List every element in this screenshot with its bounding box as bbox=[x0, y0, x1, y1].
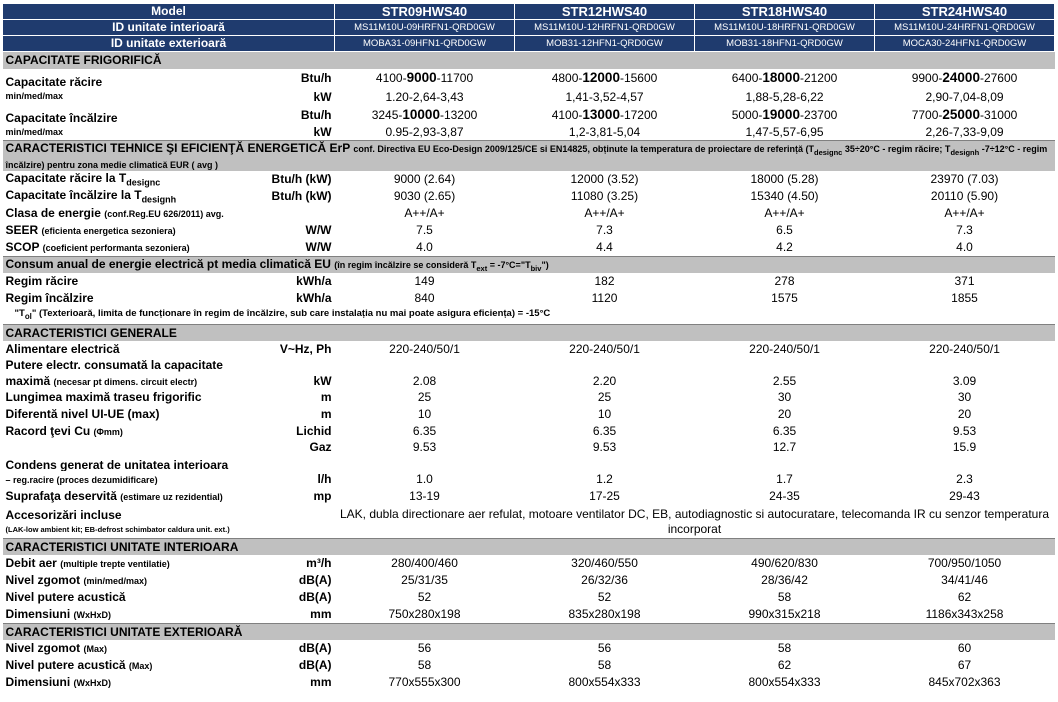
id-ext-4: MOCA30-24HFN1-QRD0GW bbox=[875, 36, 1055, 52]
row-cons-cool bbox=[3, 273, 1055, 290]
seer-4: 7.3 bbox=[956, 223, 973, 238]
heat-btu-3: 5000-19000-23700 bbox=[731, 106, 838, 122]
cool-dc-3: 18000 (5.28) bbox=[750, 172, 819, 187]
id-int-1: MS11M10U-09HRFN1-QRD0GW bbox=[335, 20, 515, 36]
pipe-gas-unit: Gaz bbox=[309, 439, 332, 454]
row-len bbox=[3, 389, 1055, 406]
row-power bbox=[3, 373, 1055, 389]
heat-kw-4: 2,26-7,33-9,09 bbox=[925, 124, 1004, 139]
cool-dc-2: 12000 (3.52) bbox=[570, 172, 639, 187]
int-power-unit: dB(A) bbox=[298, 590, 332, 605]
power-unit: kW bbox=[313, 373, 332, 388]
section-gen bbox=[3, 324, 1055, 341]
section-int-title: CARACTERISTICI UNITATE INTERIOARA bbox=[3, 538, 1055, 555]
id-int-4: MS11M10U-24HRFN1-QRD0GW bbox=[875, 20, 1055, 36]
scop-name: SCOP (coeficient performanta sezoniera) bbox=[5, 240, 190, 255]
acc-value: LAK, dubla directionare aer refulat, motoare ventilator DC, EB, autodiagnostic si autocuratare, telecomanda IR cu senzor temperatura incorporat bbox=[339, 506, 1050, 536]
cool-kw-unit: kW bbox=[313, 89, 332, 104]
cool-sub: min/med/max bbox=[5, 90, 64, 101]
heat-kw-3: 1,47-5,57-6,95 bbox=[745, 124, 824, 139]
row-tol-note bbox=[3, 307, 1055, 324]
cons-heat-4: 1855 bbox=[951, 291, 978, 306]
ext-noise-4: 60 bbox=[957, 641, 972, 656]
section-tech bbox=[3, 141, 1055, 172]
row-power-label bbox=[3, 358, 1055, 373]
air-4: 700/950/1050 bbox=[927, 556, 1002, 571]
air-2: 320/460/550 bbox=[571, 556, 638, 571]
ext-power-1: 58 bbox=[417, 658, 432, 673]
cool-dc-name: Capacitate răcire la $T_{designc}$ bbox=[5, 171, 161, 188]
cool-btu-unit: Btu/h bbox=[300, 71, 332, 86]
scop-4: 4.0 bbox=[956, 240, 973, 255]
ext-power-2: 58 bbox=[597, 658, 612, 673]
area-unit: mp bbox=[313, 489, 332, 504]
section-cons-title: Consum anual de energie electrică pt media climatică EU bbox=[5, 256, 331, 271]
section-tech-note: conf. Directiva EU Eco-Design 2009/125/CE si EN14825, obținute la temperatura de proiectare de referință ($T_{designc}$ 35÷20°C - regim răcire; $T_{designh}$ -7÷12°C - regim încălzire) pentru zona medie climatică EUR ( avg ) bbox=[5, 144, 1048, 170]
id-ext-2: MOB31-12HFN1-QRD0GW bbox=[515, 36, 695, 52]
heat-dh-unit: Btu/h (kW) bbox=[271, 189, 332, 204]
cond-2: 1.2 bbox=[596, 471, 613, 486]
cool-name: Capacitate răcire bbox=[5, 74, 103, 89]
len-name: Lungimea maximă traseu frigorific bbox=[5, 390, 202, 405]
int-power-1: 52 bbox=[417, 590, 432, 605]
int-noise-3: 28/36/42 bbox=[761, 573, 808, 588]
pipe-name: Racord ţevi Cu (Φmm) bbox=[5, 423, 123, 438]
row-int-dim bbox=[3, 606, 1055, 623]
cool-kw-2: 1,41-3,52-4,57 bbox=[565, 89, 644, 104]
cond-unit: l/h bbox=[317, 471, 332, 486]
row-cool-dc bbox=[3, 171, 1055, 188]
row-pipe-liq bbox=[3, 423, 1055, 439]
len-unit: m bbox=[320, 390, 332, 405]
row-seer bbox=[3, 222, 1055, 239]
row-cons-heat bbox=[3, 290, 1055, 307]
row-area bbox=[3, 487, 1055, 506]
heat-btu-1: 3245-10000-13200 bbox=[371, 106, 478, 122]
heat-kw-1: 0.95-2,93-3,87 bbox=[385, 124, 464, 139]
len-4: 30 bbox=[957, 390, 972, 405]
int-power-3: 58 bbox=[777, 590, 792, 605]
ext-power-4: 67 bbox=[957, 658, 972, 673]
area-3: 24-35 bbox=[769, 489, 800, 504]
supply-4: 220-240/50/1 bbox=[929, 342, 1000, 357]
id-int-3: MS11M10U-18HRFN1-QRD0GW bbox=[695, 20, 875, 36]
heat-sub: min/med/max bbox=[5, 126, 64, 137]
air-1: 280/400/460 bbox=[391, 556, 458, 571]
seer-2: 7.3 bbox=[596, 223, 613, 238]
cons-cool-3: 278 bbox=[774, 274, 795, 289]
header-row-id-int bbox=[3, 20, 1055, 36]
diff-unit: m bbox=[320, 407, 332, 422]
row-cond-label bbox=[3, 455, 1055, 471]
cons-heat-unit: kWh/a bbox=[296, 291, 332, 306]
section-frig-title: CAPACITATE FRIGORIFICĂ bbox=[3, 52, 1055, 69]
area-name: Suprafaţa deservită (estimare uz rezidential) bbox=[5, 489, 223, 504]
len-1: 25 bbox=[417, 390, 432, 405]
cons-heat-1: 840 bbox=[414, 291, 435, 306]
pipe-liq-unit: Lichid bbox=[296, 423, 332, 438]
supply-name: Alimentare electrică bbox=[5, 342, 120, 357]
cool-btu-2: 4800-12000-15600 bbox=[551, 70, 658, 86]
row-cool-btu bbox=[3, 69, 1055, 89]
ext-dim-1: 770x555x300 bbox=[388, 675, 461, 690]
heat-dh-4: 20110 (5.90) bbox=[930, 189, 999, 204]
section-cons-note: (în regim încălzire se consideră $T_{ext}$ = $-7^\circ C="T_{biv}$") bbox=[334, 259, 549, 273]
cons-cool-name: Regim răcire bbox=[5, 274, 79, 289]
cond-sub: – reg.racire (proces dezumidificare) bbox=[5, 474, 158, 485]
area-4: 29-43 bbox=[949, 489, 980, 504]
cons-cool-unit: kWh/a bbox=[296, 274, 332, 289]
id-int-2: MS11M10U-12HRFN1-QRD0GW bbox=[515, 20, 695, 36]
supply-3: 220-240/50/1 bbox=[749, 342, 820, 357]
cond-name: Condens generat de unitatea interioara bbox=[5, 457, 229, 472]
row-ext-dim bbox=[3, 674, 1055, 691]
power-name-1: Putere electr. consumată la capacitate bbox=[5, 358, 223, 373]
row-heat-btu bbox=[3, 106, 1055, 125]
air-3: 490/620/830 bbox=[751, 556, 818, 571]
ext-noise-unit: dB(A) bbox=[298, 641, 332, 656]
heat-dh-name: Capacitate încălzire la $T_{designh}$ bbox=[5, 188, 177, 205]
cons-heat-3: 1575 bbox=[771, 291, 798, 306]
class-4: A++/A+ bbox=[944, 206, 985, 221]
heat-name: Capacitate încălzire bbox=[5, 110, 118, 125]
section-cons bbox=[3, 256, 1055, 273]
len-2: 25 bbox=[597, 390, 612, 405]
int-power-2: 52 bbox=[597, 590, 612, 605]
air-name: Debit aer (multiple trepte ventilatie) bbox=[5, 556, 170, 571]
power-3: 2.55 bbox=[772, 373, 797, 388]
ext-noise-2: 56 bbox=[597, 641, 612, 656]
heat-dh-3: 15340 (4.50) bbox=[750, 189, 819, 204]
id-ext-1: MOBA31-09HFN1-QRD0GW bbox=[335, 36, 515, 52]
header-row-model bbox=[3, 4, 1055, 20]
row-scop bbox=[3, 239, 1055, 256]
model-3: STR18HWS40 bbox=[695, 4, 875, 20]
class-3: A++/A+ bbox=[764, 206, 805, 221]
diff-name: Diferentă nivel UI-UE (max) bbox=[5, 407, 160, 422]
cool-dc-4: 23970 (7.03) bbox=[930, 172, 999, 187]
id-ext-label: ID unitate exterioară bbox=[3, 36, 335, 52]
ext-dim-name: Dimensiuni (WxHxD) bbox=[5, 675, 112, 690]
ext-noise-1: 56 bbox=[417, 641, 432, 656]
section-gen-title: CARACTERISTICI GENERALE bbox=[3, 324, 1055, 341]
pipe-liq-3: 6.35 bbox=[772, 423, 797, 438]
pipe-gas-1: 9.53 bbox=[412, 439, 437, 454]
power-4: 3.09 bbox=[952, 373, 977, 388]
model-2: STR12HWS40 bbox=[515, 4, 695, 20]
cond-3: 1.7 bbox=[776, 471, 793, 486]
pipe-liq-4: 9.53 bbox=[952, 423, 977, 438]
seer-unit: W/W bbox=[305, 223, 332, 238]
cons-cool-1: 149 bbox=[414, 274, 435, 289]
pipe-gas-3: 12.7 bbox=[772, 439, 797, 454]
heat-kw-2: 1,2-3,81-5,04 bbox=[568, 124, 641, 139]
pipe-gas-2: 9.53 bbox=[592, 439, 617, 454]
area-2: 17-25 bbox=[589, 489, 620, 504]
cool-btu-1: 4100-9000-11700 bbox=[375, 70, 474, 86]
area-1: 13-19 bbox=[409, 489, 440, 504]
int-dim-2: 835x280x198 bbox=[568, 607, 641, 622]
cons-heat-2: 1120 bbox=[591, 291, 618, 306]
int-dim-name: Dimensiuni (WxHxD) bbox=[5, 607, 112, 622]
heat-btu-4: 7700-25000-31000 bbox=[911, 106, 1018, 122]
int-power-name: Nivel putere acustică bbox=[5, 590, 126, 605]
class-2: A++/A+ bbox=[584, 206, 625, 221]
row-int-noise bbox=[3, 572, 1055, 589]
tol-note: "$T_{ol}$" (Texterioară, limita de funcționare în regim de încălzire, sub care instalația nu mai poate asigura eficiența) = -15°C bbox=[14, 308, 551, 322]
cool-dc-1: 9000 (2.64) bbox=[393, 172, 456, 187]
diff-1: 10 bbox=[417, 407, 432, 422]
int-noise-4: 34/41/46 bbox=[941, 573, 988, 588]
section-ext bbox=[3, 623, 1055, 640]
scop-3: 4.2 bbox=[776, 240, 793, 255]
ext-dim-4: 845x702x363 bbox=[928, 675, 1001, 690]
heat-btu-2: 4100-13000-17200 bbox=[551, 106, 658, 122]
row-air bbox=[3, 555, 1055, 572]
cool-kw-1: 1.20-2,64-3,43 bbox=[385, 89, 464, 104]
cool-btu-4: 9900-24000-27600 bbox=[911, 70, 1018, 86]
seer-name: SEER (eficienta energetica sezoniera) bbox=[5, 223, 176, 238]
heat-kw-unit: kW bbox=[313, 124, 332, 139]
scop-1: 4.0 bbox=[416, 240, 433, 255]
class-name: Clasa de energie (conf.Reg.EU 626/2011) avg. bbox=[5, 206, 224, 221]
heat-btu-unit: Btu/h bbox=[300, 107, 332, 122]
ext-dim-3: 800x554x333 bbox=[748, 675, 821, 690]
model-1: STR09HWS40 bbox=[335, 4, 515, 20]
row-cond bbox=[3, 471, 1055, 487]
id-int-label: ID unitate interioară bbox=[3, 20, 335, 36]
row-int-power bbox=[3, 589, 1055, 606]
row-supply bbox=[3, 341, 1055, 358]
row-class bbox=[3, 205, 1055, 222]
row-ext-power bbox=[3, 657, 1055, 674]
diff-3: 20 bbox=[777, 407, 792, 422]
seer-3: 6.5 bbox=[776, 223, 793, 238]
ext-dim-unit: mm bbox=[310, 675, 332, 690]
row-heat-dh bbox=[3, 188, 1055, 205]
int-noise-unit: dB(A) bbox=[298, 573, 332, 588]
row-pipe-gas bbox=[3, 439, 1055, 455]
supply-1: 220-240/50/1 bbox=[389, 342, 460, 357]
supply-unit: V~Hz, Ph bbox=[279, 342, 332, 357]
power-1: 2.08 bbox=[412, 373, 437, 388]
section-frig bbox=[3, 52, 1055, 69]
int-dim-unit: mm bbox=[310, 607, 332, 622]
row-ext-noise bbox=[3, 640, 1055, 657]
row-diff bbox=[3, 406, 1055, 423]
ext-noise-name: Nivel zgomot (Max) bbox=[5, 641, 108, 656]
power-name-2: maximă (necesar pt dimens. circuit electr) bbox=[5, 373, 198, 388]
row-cool-kw bbox=[3, 89, 1055, 106]
scop-2: 4.4 bbox=[596, 240, 613, 255]
len-3: 30 bbox=[777, 390, 792, 405]
air-unit: m³/h bbox=[306, 556, 332, 571]
cool-btu-3: 6400-18000-21200 bbox=[731, 70, 838, 86]
int-dim-4: 1186x343x258 bbox=[925, 607, 1004, 622]
int-noise-1: 25/31/35 bbox=[401, 573, 448, 588]
section-int bbox=[3, 538, 1055, 555]
heat-dh-1: 9030 (2.65) bbox=[393, 189, 456, 204]
heat-dh-2: 11080 (3.25) bbox=[570, 189, 639, 204]
cond-1: 1.0 bbox=[416, 471, 433, 486]
diff-4: 20 bbox=[957, 407, 972, 422]
row-acc bbox=[3, 506, 1055, 538]
int-noise-2: 26/32/36 bbox=[581, 573, 628, 588]
int-power-4: 62 bbox=[957, 590, 972, 605]
id-ext-3: MOB31-18HFN1-QRD0GW bbox=[695, 36, 875, 52]
ext-noise-3: 58 bbox=[777, 641, 792, 656]
row-heat-kw bbox=[3, 125, 1055, 141]
class-1: A++/A+ bbox=[404, 206, 445, 221]
int-noise-name: Nivel zgomot (min/med/max) bbox=[5, 573, 148, 588]
cons-heat-name: Regim încălzire bbox=[5, 291, 94, 306]
cons-cool-2: 182 bbox=[594, 274, 615, 289]
cons-cool-4: 371 bbox=[954, 274, 975, 289]
spec-table bbox=[2, 3, 1055, 691]
ext-power-unit: dB(A) bbox=[298, 658, 332, 673]
int-dim-1: 750x280x198 bbox=[388, 607, 461, 622]
pipe-gas-4: 15.9 bbox=[952, 439, 977, 454]
section-tech-title: CARACTERISTICI TEHNICE ŞI EFICIENŢĂ ENERGETICĂ ErP bbox=[5, 141, 350, 155]
scop-unit: W/W bbox=[305, 240, 332, 255]
supply-2: 220-240/50/1 bbox=[569, 342, 640, 357]
seer-1: 7.5 bbox=[416, 223, 433, 238]
pipe-liq-1: 6.35 bbox=[412, 423, 437, 438]
cond-4: 2.3 bbox=[956, 471, 973, 486]
section-ext-title: CARACTERISTICI UNITATE EXTERIOARĂ bbox=[3, 623, 1055, 640]
ext-power-3: 62 bbox=[777, 658, 792, 673]
int-dim-3: 990x315x218 bbox=[748, 607, 821, 622]
cool-kw-4: 2,90-7,04-8,09 bbox=[925, 89, 1004, 104]
cool-dc-unit: Btu/h (kW) bbox=[271, 172, 332, 187]
ext-dim-2: 800x554x333 bbox=[568, 675, 641, 690]
power-2: 2.20 bbox=[592, 373, 617, 388]
model-label: Model bbox=[3, 4, 335, 20]
model-4: STR24HWS40 bbox=[875, 4, 1055, 20]
acc-name: Accesorizări incluse (LAK-low ambient kit; EB-defrost schimbator caldura unit. ext.) bbox=[5, 507, 230, 534]
header-row-id-ext bbox=[3, 36, 1055, 52]
diff-2: 10 bbox=[597, 407, 612, 422]
cool-kw-3: 1,88-5,28-6,22 bbox=[745, 89, 824, 104]
ext-power-name: Nivel putere acustică (Max) bbox=[5, 658, 153, 673]
pipe-liq-2: 6.35 bbox=[592, 423, 617, 438]
